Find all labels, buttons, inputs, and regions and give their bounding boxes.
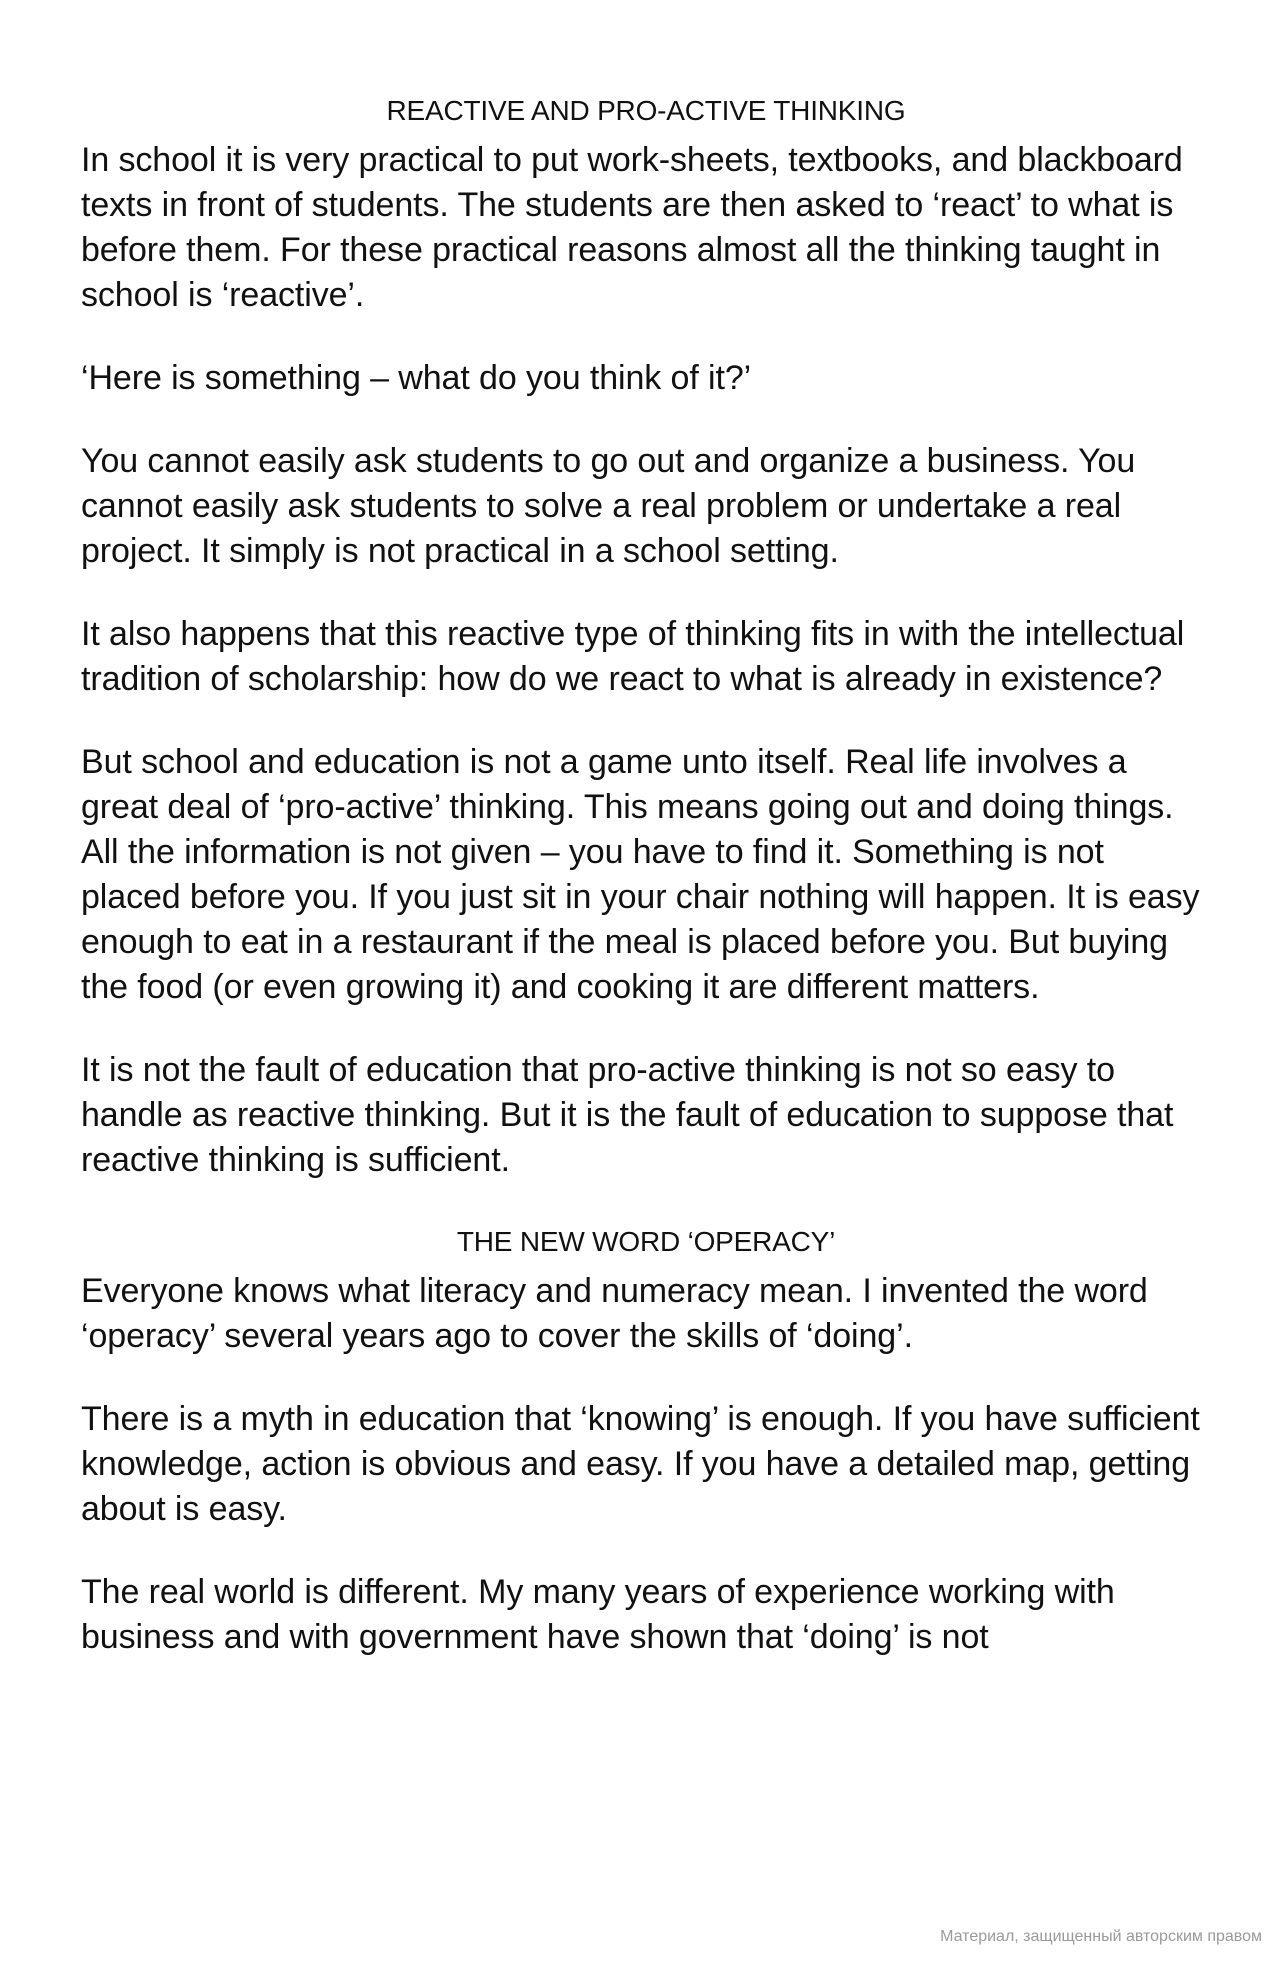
paragraph: You cannot easily ask students to go out and organize a business. You cannot easily ask students to solve a real problem or undertake a real project. It simply is not practical in a school setting. — [81, 442, 1136, 570]
copyright-watermark: Материал, защищенный авторским правом — [940, 1928, 1262, 1945]
paragraph: It is not the fault of education that pro-active thinking is not so easy to handle as reactive thinking. But it is the fault of education to suppose that reactive thinking is sufficient. — [81, 1051, 1174, 1179]
paragraph: ‘Here is something – what do you think of it?’ — [81, 359, 752, 397]
paragraph: The real world is different. My many years of experience working with business and with government have shown that ‘doing’ is not — [81, 1573, 1115, 1656]
paragraph: But school and education is not a game unto itself. Real life involves a great deal of ‘pro-active’ thinking. This means going out and doing things. All the information is not given – you have to find it. Something is not placed before you. If you just sit in your chair nothing will happen. It is easy enough to eat in a restaurant if the meal is placed before you. But buying the food (or even growing it) and cooking it are different matters. — [81, 743, 1200, 1006]
section-heading-operacy: THE NEW WORD ‘OPERACY’ — [456, 1226, 836, 1257]
paragraph: Everyone knows what literacy and numeracy mean. I invented the word ‘operacy’ several years ago to cover the skills of ‘doing’. — [81, 1272, 1148, 1355]
section-heading-reactive: REACTIVE AND PRO-ACTIVE THINKING — [386, 95, 906, 126]
paragraph: There is a myth in education that ‘knowing’ is enough. If you have sufficient knowledge, action is obvious and easy. If you have a detailed map, getting about is easy. — [81, 1400, 1200, 1528]
document-page — [81, 94, 1211, 1698]
paragraph: It also happens that this reactive type of thinking fits in with the intellectual tradition of scholarship: how do we react to what is already in existence? — [81, 615, 1185, 698]
paragraph: In school it is very practical to put work-sheets, textbooks, and blackboard texts in front of students. The students are then asked to ‘react’ to what is before them. For these practical reasons almost all the thinking taught in school is ‘reactive’. — [81, 141, 1183, 314]
